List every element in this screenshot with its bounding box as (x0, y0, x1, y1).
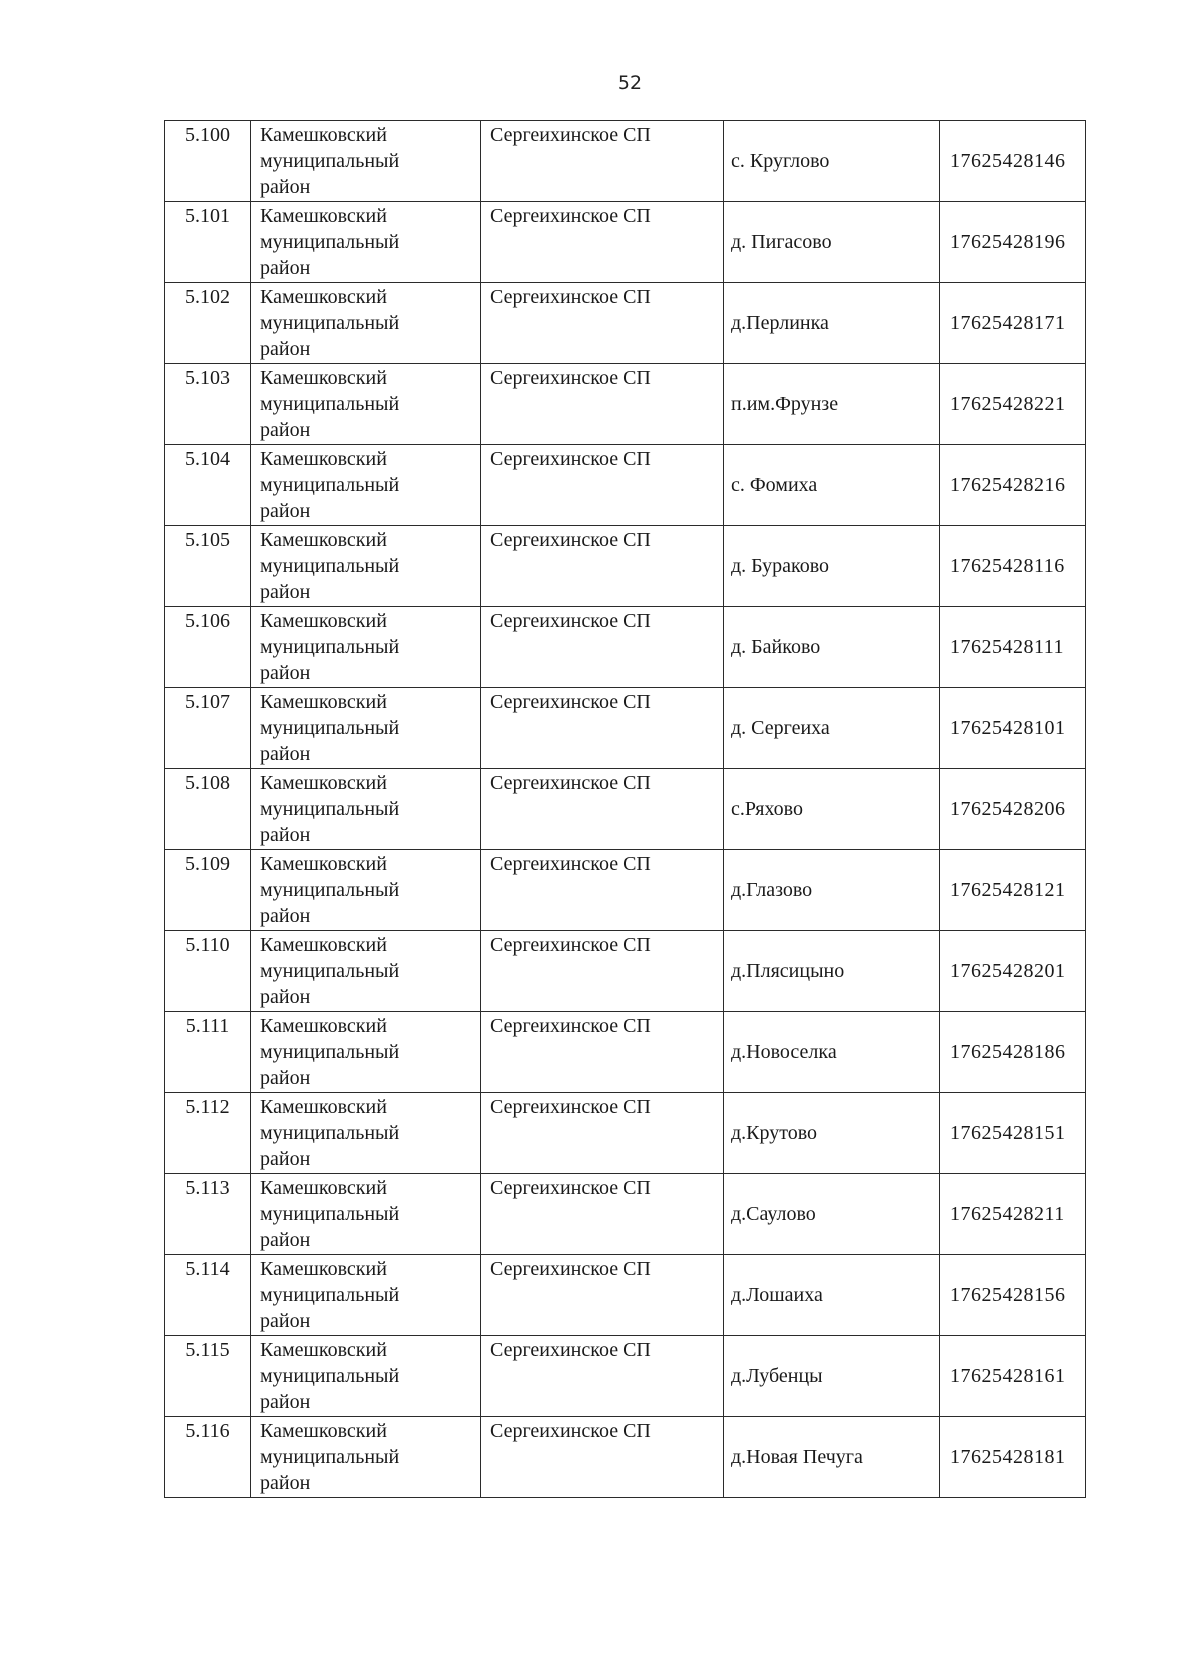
settlement-cell: Сергеихинское СП (481, 607, 724, 688)
district-line: муниципальный (260, 150, 400, 172)
locality-cell: д.Лошаиха (724, 1255, 940, 1336)
oktmo-code-cell: 17625428201 (940, 931, 1086, 1012)
settlement-cell: Сергеихинское СП (481, 931, 724, 1012)
settlement-cell: Сергеихинское СП (481, 1093, 724, 1174)
settlement-cell: Сергеихинское СП (481, 1336, 724, 1417)
district-line: муниципальный (260, 1284, 400, 1306)
table-row (165, 769, 1086, 850)
district-line: район (260, 662, 311, 684)
district-line: район (260, 1067, 311, 1089)
district-cell (251, 121, 481, 202)
table-row (165, 1093, 1086, 1174)
district-line: Камешковский (260, 205, 387, 227)
table-row (165, 1012, 1086, 1093)
district-line: район (260, 500, 311, 522)
district-line: муниципальный (260, 231, 400, 253)
table-row (165, 445, 1086, 526)
row-number-cell: 5.110 (165, 931, 251, 1012)
oktmo-code-cell: 17625428156 (940, 1255, 1086, 1336)
locality-cell: д.Крутово (724, 1093, 940, 1174)
row-number-cell: 5.116 (165, 1417, 251, 1498)
locality-cell: д. Пигасово (724, 202, 940, 283)
district-cell (251, 283, 481, 364)
row-number-cell: 5.114 (165, 1255, 251, 1336)
locality-cell: д.Новая Печуга (724, 1417, 940, 1498)
district-line: муниципальный (260, 474, 400, 496)
district-line: район (260, 1148, 311, 1170)
locality-cell: д.Новоселка (724, 1012, 940, 1093)
district-line: Камешковский (260, 1339, 387, 1361)
row-number-cell: 5.100 (165, 121, 251, 202)
settlement-cell: Сергеихинское СП (481, 202, 724, 283)
district-cell (251, 688, 481, 769)
row-number-cell: 5.108 (165, 769, 251, 850)
district-cell (251, 445, 481, 526)
district-cell (251, 1174, 481, 1255)
settlement-cell: Сергеихинское СП (481, 283, 724, 364)
district-line: район (260, 419, 311, 441)
oktmo-code-cell: 17625428146 (940, 121, 1086, 202)
table-row (165, 526, 1086, 607)
district-line: муниципальный (260, 1041, 400, 1063)
locality-cell: с. Круглово (724, 121, 940, 202)
row-number-cell: 5.101 (165, 202, 251, 283)
row-number-cell: 5.105 (165, 526, 251, 607)
district-line: район (260, 743, 311, 765)
locality-cell: д. Байково (724, 607, 940, 688)
oktmo-code-cell: 17625428186 (940, 1012, 1086, 1093)
settlement-cell: Сергеихинское СП (481, 1255, 724, 1336)
table-row (165, 202, 1086, 283)
locality-cell: с.Ряхово (724, 769, 940, 850)
table-row (165, 1174, 1086, 1255)
district-line: муниципальный (260, 1122, 400, 1144)
district-line: район (260, 905, 311, 927)
district-cell (251, 1336, 481, 1417)
settlement-cell: Сергеихинское СП (481, 1417, 724, 1498)
district-line: район (260, 338, 311, 360)
district-cell (251, 202, 481, 283)
locality-cell: д. Сергеиха (724, 688, 940, 769)
table-row (165, 1255, 1086, 1336)
table-row (165, 607, 1086, 688)
settlement-cell: Сергеихинское СП (481, 445, 724, 526)
district-line: район (260, 581, 311, 603)
district-line: район (260, 257, 311, 279)
oktmo-code-cell: 17625428111 (940, 607, 1086, 688)
settlement-cell: Сергеихинское СП (481, 769, 724, 850)
district-line: Камешковский (260, 1177, 387, 1199)
row-number-cell: 5.111 (165, 1012, 251, 1093)
district-cell (251, 850, 481, 931)
district-line: Камешковский (260, 286, 387, 308)
district-line: Камешковский (260, 934, 387, 956)
district-cell (251, 769, 481, 850)
oktmo-code-cell: 17625428116 (940, 526, 1086, 607)
table-row (165, 688, 1086, 769)
table-row (165, 1336, 1086, 1417)
table-row (165, 1417, 1086, 1498)
district-line: район (260, 1472, 311, 1494)
district-line: Камешковский (260, 1420, 387, 1442)
row-number-cell: 5.113 (165, 1174, 251, 1255)
district-cell (251, 526, 481, 607)
table-row (165, 283, 1086, 364)
district-line: Камешковский (260, 448, 387, 470)
district-line: муниципальный (260, 960, 400, 982)
district-line: Камешковский (260, 1015, 387, 1037)
row-number-cell: 5.107 (165, 688, 251, 769)
settlement-cell: Сергеихинское СП (481, 688, 724, 769)
district-cell (251, 1012, 481, 1093)
oktmo-code-cell: 17625428211 (940, 1174, 1086, 1255)
row-number-cell: 5.115 (165, 1336, 251, 1417)
district-line: район (260, 1310, 311, 1332)
district-line: Камешковский (260, 1258, 387, 1280)
oktmo-code-cell: 17625428171 (940, 283, 1086, 364)
district-line: муниципальный (260, 555, 400, 577)
oktmo-code-cell: 17625428221 (940, 364, 1086, 445)
settlements-table (164, 120, 1086, 1498)
oktmo-code-cell: 17625428181 (940, 1417, 1086, 1498)
district-line: район (260, 1391, 311, 1413)
settlement-cell: Сергеихинское СП (481, 1174, 724, 1255)
district-line: муниципальный (260, 1203, 400, 1225)
district-line: район (260, 986, 311, 1008)
locality-cell: д.Перлинка (724, 283, 940, 364)
district-line: район (260, 824, 311, 846)
row-number-cell: 5.112 (165, 1093, 251, 1174)
locality-cell: д. Бураково (724, 526, 940, 607)
district-line: Камешковский (260, 124, 387, 146)
settlement-cell: Сергеихинское СП (481, 526, 724, 607)
table-body (165, 121, 1086, 1498)
settlement-cell: Сергеихинское СП (481, 121, 724, 202)
district-line: район (260, 1229, 311, 1251)
locality-cell: д.Глазово (724, 850, 940, 931)
page-number: 52 (617, 72, 643, 94)
district-line: район (260, 176, 311, 198)
table-row (165, 850, 1086, 931)
district-line: Камешковский (260, 610, 387, 632)
settlement-cell: Сергеихинское СП (481, 364, 724, 445)
table-row (165, 931, 1086, 1012)
district-line: муниципальный (260, 1365, 400, 1387)
oktmo-code-cell: 17625428206 (940, 769, 1086, 850)
locality-cell: д.Плясицыно (724, 931, 940, 1012)
district-line: Камешковский (260, 853, 387, 875)
district-line: муниципальный (260, 393, 400, 415)
row-number-cell: 5.106 (165, 607, 251, 688)
district-cell (251, 1093, 481, 1174)
district-line: Камешковский (260, 529, 387, 551)
locality-cell: д.Лубенцы (724, 1336, 940, 1417)
district-line: муниципальный (260, 879, 400, 901)
district-line: муниципальный (260, 717, 400, 739)
oktmo-code-cell: 17625428216 (940, 445, 1086, 526)
district-line: Камешковский (260, 691, 387, 713)
district-cell (251, 1417, 481, 1498)
locality-cell: с. Фомиха (724, 445, 940, 526)
district-line: Камешковский (260, 367, 387, 389)
row-number-cell: 5.109 (165, 850, 251, 931)
district-line: Камешковский (260, 1096, 387, 1118)
table-row (165, 364, 1086, 445)
settlement-cell: Сергеихинское СП (481, 1012, 724, 1093)
table-row (165, 121, 1086, 202)
settlement-cell: Сергеихинское СП (481, 850, 724, 931)
row-number-cell: 5.102 (165, 283, 251, 364)
oktmo-code-cell: 17625428121 (940, 850, 1086, 931)
district-line: муниципальный (260, 798, 400, 820)
district-cell (251, 364, 481, 445)
oktmo-code-cell: 17625428161 (940, 1336, 1086, 1417)
district-line: муниципальный (260, 1446, 400, 1468)
locality-cell: п.им.Фрунзе (724, 364, 940, 445)
oktmo-code-cell: 17625428196 (940, 202, 1086, 283)
oktmo-code-cell: 17625428151 (940, 1093, 1086, 1174)
district-line: муниципальный (260, 636, 400, 658)
locality-cell: д.Саулово (724, 1174, 940, 1255)
district-cell (251, 931, 481, 1012)
row-number-cell: 5.104 (165, 445, 251, 526)
district-cell (251, 607, 481, 688)
district-cell (251, 1255, 481, 1336)
oktmo-code-cell: 17625428101 (940, 688, 1086, 769)
row-number-cell: 5.103 (165, 364, 251, 445)
district-line: муниципальный (260, 312, 400, 334)
district-line: Камешковский (260, 772, 387, 794)
